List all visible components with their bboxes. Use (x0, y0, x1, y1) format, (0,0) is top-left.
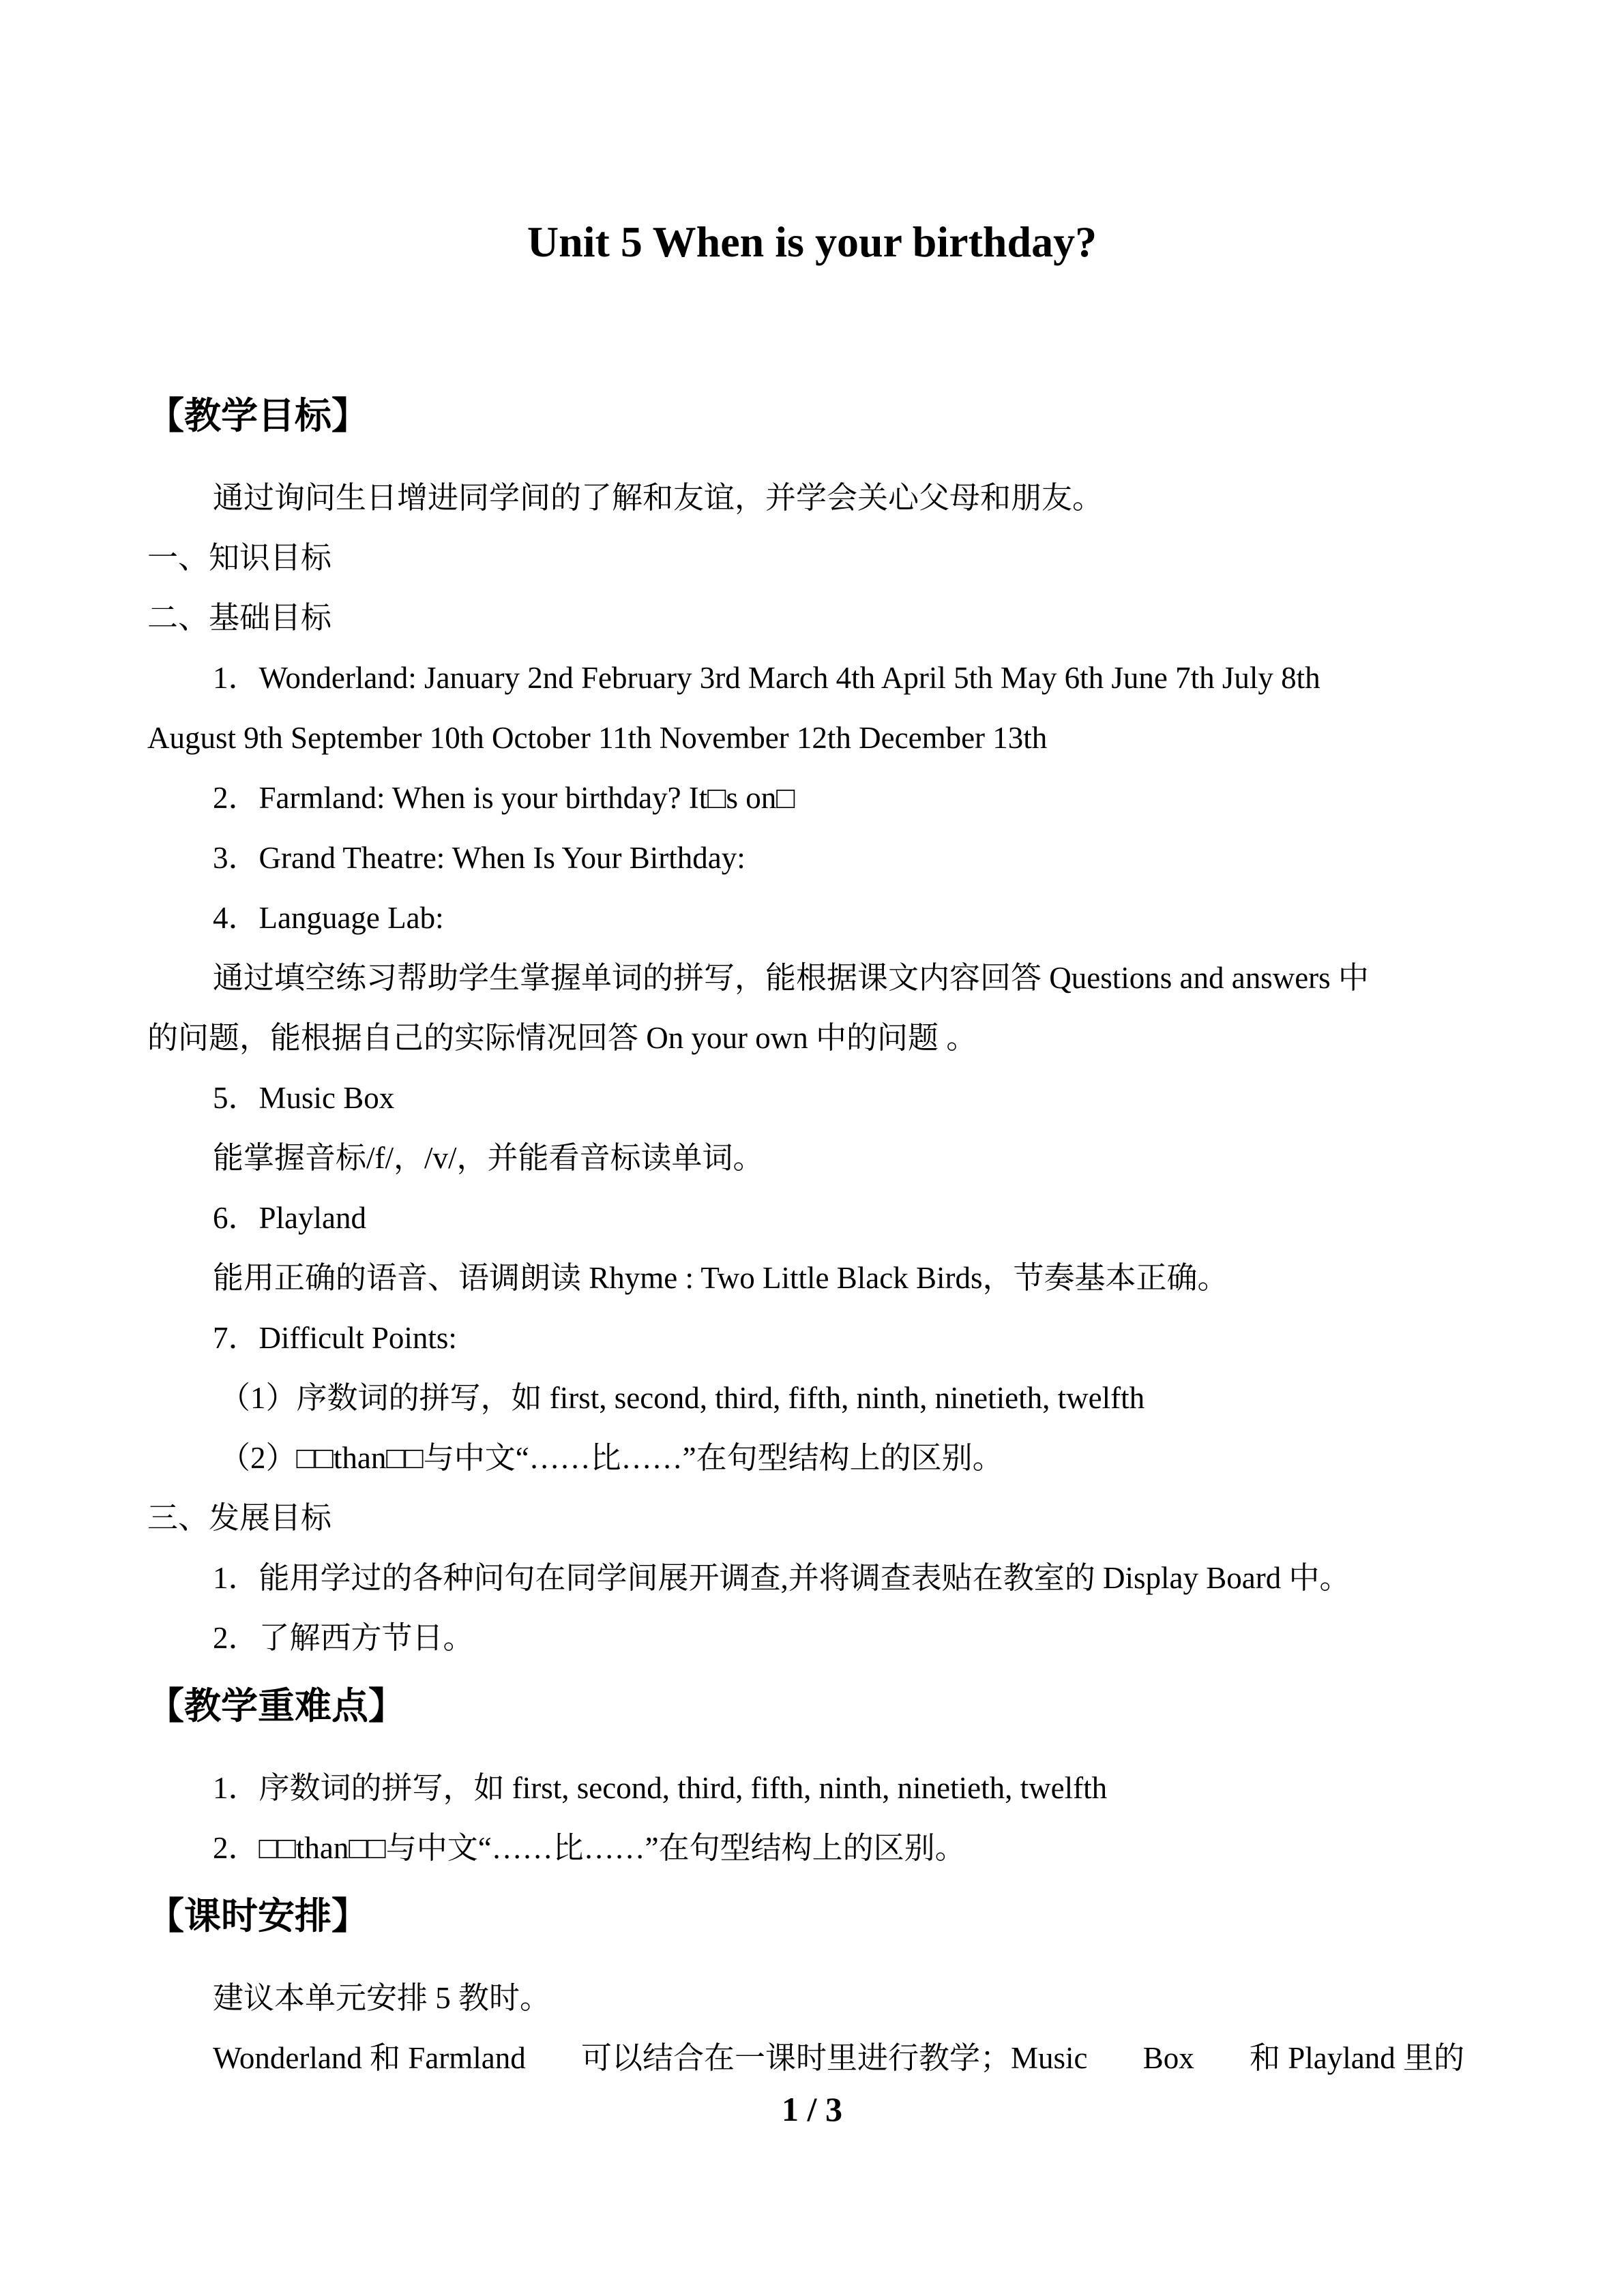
item-playland: 6．Playland (213, 1201, 366, 1235)
item-farmland: 2．Farmland: When is your birthday? It□s on□ (213, 781, 795, 815)
item-grand-theatre: 3．Grand Theatre: When Is Your Birthday: (213, 841, 745, 875)
schedule-line-2-part: Box (1142, 2041, 1194, 2075)
music-box-desc: 能掌握音标/f/，/v/，并能看音标读单词。 (213, 1141, 764, 1175)
schedule-line-2-part: 和 Playland 里的 (1250, 2041, 1464, 2075)
document-title: Unit 5 When is your birthday? (527, 218, 1097, 266)
development-objectives-heading: 三、发展目标 (147, 1501, 332, 1535)
item-wonderland-line1: 1．Wonderland: January 2nd February 3rd March 4th April 5th May 6th June 7th July 8th (213, 661, 1320, 695)
language-lab-desc-line1: 通过填空练习帮助学生掌握单词的拼写，能根据课文内容回答 Questions and answers 中 (213, 961, 1369, 995)
knowledge-objectives-heading: 一、知识目标 (147, 541, 332, 575)
section-heading-objectives: 【教学目标】 (147, 396, 368, 436)
difficult-point-1: （1）序数词的拼写，如 first, second, third, fifth, ninth, ninetieth, twelfth (220, 1381, 1145, 1415)
item-language-lab: 4．Language Lab: (213, 901, 444, 935)
development-item-1: 1．能用学过的各种问句在同学间展开调查,并将调查表贴在教室的 Display Board 中。 (213, 1561, 1350, 1595)
objectives-intro: 通过询问生日增进同学间的了解和友谊，并学会关心父母和朋友。 (213, 481, 1104, 515)
language-lab-desc-line2: 的问题，能根据自己的实际情况回答 On your own 中的问题 。 (147, 1021, 977, 1055)
key-point-2: 2．□□than□□与中文“……比……”在句型结构上的区别。 (213, 1831, 966, 1865)
item-wonderland-line2: August 9th September 10th October 11th November 12th December 13th (147, 721, 1048, 755)
schedule-line-2-part: Wonderland 和 Farmland (213, 2041, 526, 2075)
schedule-line-2-part: 可以结合在一课时里进行教学；Music (581, 2041, 1088, 2075)
development-item-2: 2．了解西方节日。 (213, 1621, 474, 1655)
section-heading-schedule: 【课时安排】 (147, 1896, 368, 1937)
schedule-line-2 (213, 2038, 1464, 2078)
basic-objectives-heading: 二、基础目标 (147, 601, 332, 635)
item-music-box: 5．Music Box (213, 1081, 395, 1115)
difficult-point-2: （2）□□than□□与中文“……比……”在句型结构上的区别。 (220, 1441, 1003, 1475)
page-number: 1 / 3 (782, 2090, 842, 2128)
key-point-1: 1．序数词的拼写，如 first, second, third, fifth, ninth, ninetieth, twelfth (213, 1771, 1108, 1805)
item-difficult-points: 7．Difficult Points: (213, 1321, 457, 1355)
section-heading-key-points: 【教学重难点】 (147, 1686, 405, 1727)
schedule-line-1: 建议本单元安排 5 教时。 (213, 1981, 551, 2015)
playland-desc: 能用正确的语音、语调朗读 Rhyme : Two Little Black Birds，节奏基本正确。 (213, 1261, 1228, 1295)
